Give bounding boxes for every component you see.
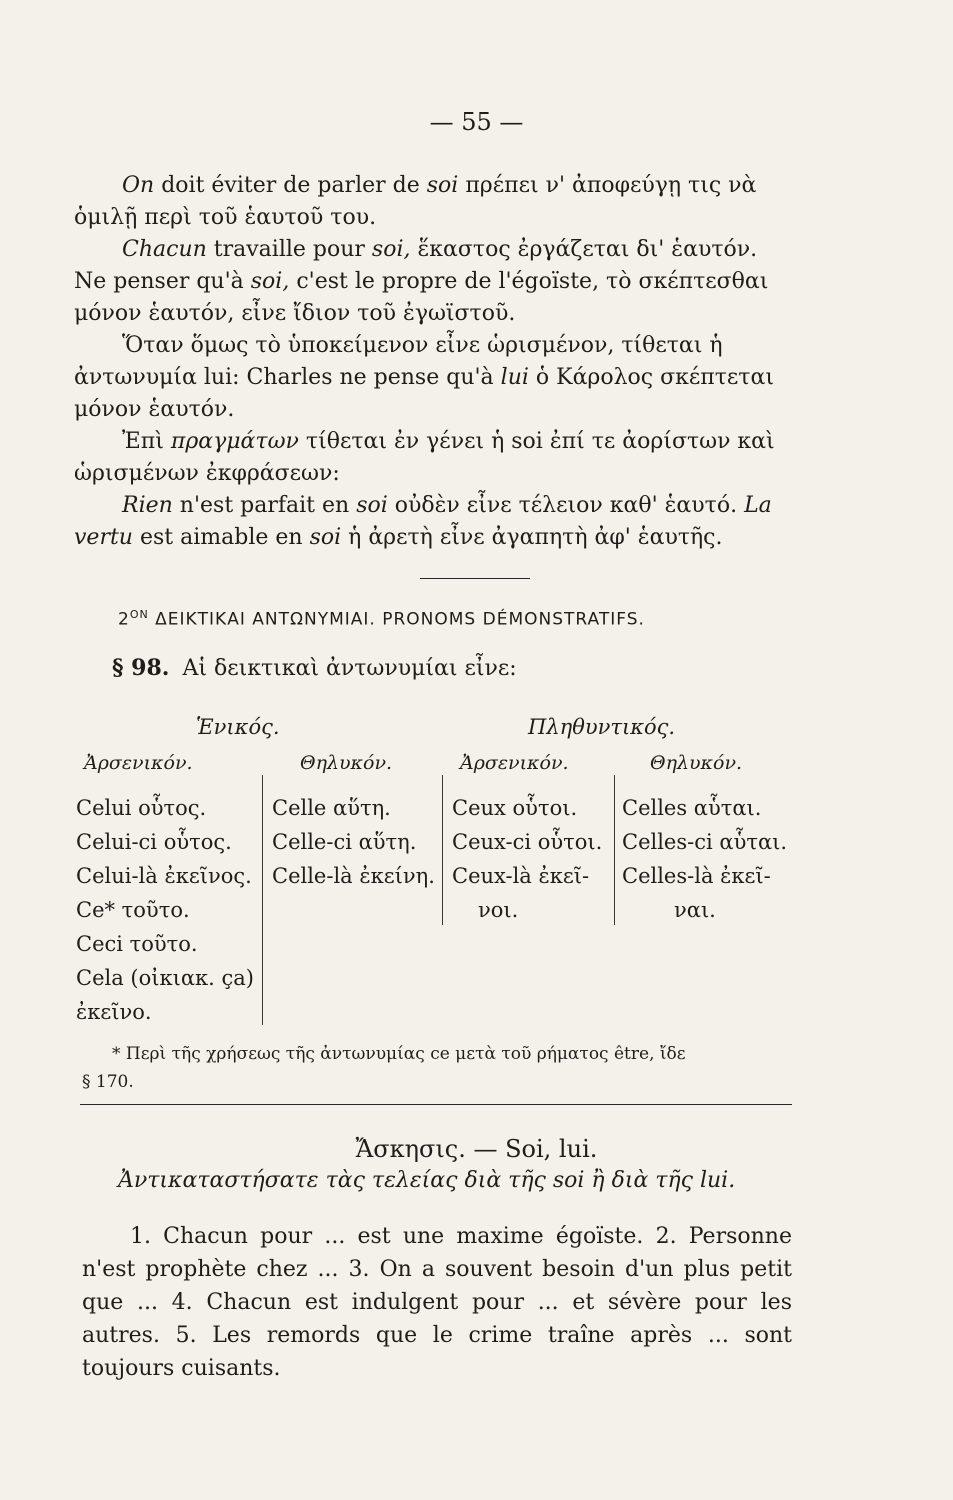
column-rule [614, 775, 615, 925]
fr-word: ce [430, 1044, 450, 1064]
paragraph [74, 266, 794, 330]
table-cell: Celle-ci αὕτη. [272, 830, 417, 854]
text-run: ἡ ἀρετὴ εἶνε ἀγαπητὴ ἀφ' ἑαυτῆς. [341, 525, 723, 550]
text-run: * Περὶ τῆς χρήσεως τῆς ἀντωνυμίας [112, 1044, 431, 1064]
footnote-ref: § 170. [82, 1072, 134, 1092]
exercise-instruction: Ἀντικαταστήσατε τὰς τελείας διὰ τῆς soi ἢ διὰ τῆς lui. [118, 1168, 736, 1193]
text-run: τίθεται ἐν γένει ἡ soi ἐπί τε ἀορίστων καὶ ὡρισμένων ἐκφράσεων: [74, 429, 775, 486]
masculine-plural-column [452, 791, 602, 927]
masculine-plural-header: Ἀρσενικόν. [460, 752, 569, 774]
text-run: μετὰ τοῦ ρήματος [449, 1044, 614, 1064]
page-number: — 55 — [429, 108, 524, 136]
table-cell: Ceci τοῦτο. [76, 932, 198, 956]
footnote [82, 1040, 802, 1096]
paragraph [74, 234, 794, 266]
text-run: doit éviter de parler de [154, 173, 427, 198]
gr-word: πραγμάτων [170, 429, 299, 454]
text-run: Ne penser qu'à [74, 269, 251, 294]
text-run: n'est parfait en [172, 493, 357, 518]
intro-text [74, 170, 794, 554]
paragraph-98 [112, 655, 517, 681]
text-run: c'est le propre de l'égoïste, τὸ σκέπτεσθαι μόνον ἑαυτόν, εἶνε ἴδιον τοῦ ἐγωϊστοῦ. [74, 269, 769, 326]
table-cell: Ceux-là ἐκεῖ- [452, 864, 590, 888]
section-sup: ON [129, 608, 149, 621]
exercise-paragraph: 1. Chacun pour ... est une maxime égoïste. 2. Personne n'est prophète chez ... 3. On a souvent besoin d'un plus petit que ... 4. Chacun est indulgent pour ... et sévère pour les autres. 5. Les remords que le crime traîne après ... sont toujours cuisants. [82, 1224, 792, 1381]
text-run: Ὅταν ὅμως τὸ ὑποκείμενον εἶνε ὡρισμένον, τίθεται ἡ ἀντωνυμία lui: Charles ne pense qu'à [74, 333, 723, 390]
feminine-plural-column [622, 791, 787, 927]
table-cell: Celles-là ἐκεῖ- [622, 864, 771, 888]
table-cell: ἐκεῖνο. [76, 1000, 152, 1024]
feminine-singular-column [272, 791, 435, 893]
paragraph [74, 426, 794, 490]
fr-word: soi, [371, 237, 411, 262]
section-title: ΔΕΙΚΤΙΚΑΙ ΑΝΤΩΝΥΜΙΑΙ. PRONOMS DÉMONSTRATIFS. [155, 609, 645, 630]
text-run: ὁ Κάρολος σκέπτεται μόνον ἑαυτόν. [74, 365, 774, 422]
page-divider [80, 1104, 792, 1105]
paragraph-number: § 98. [112, 655, 170, 681]
table-cell: νοι. [478, 898, 519, 922]
text-run: οὐδὲν εἶνε τέλειον καθ' ἑαυτό. [387, 493, 745, 518]
singular-header: Ἑνικός. [196, 715, 280, 739]
table-cell: Ceux-ci οὗτοι. [452, 830, 603, 854]
exercise-title: Ἄσκησις. — Soi, lui. [355, 1135, 598, 1163]
section-number: 2 [118, 609, 130, 630]
paragraph-text: Αἱ δεικτικαὶ ἀντωνυμίαι εἶνε: [182, 656, 517, 681]
table-cell: Ce* τοῦτο. [76, 898, 190, 922]
table-cell: Celles-ci αὗται. [622, 830, 788, 854]
table-cell: ναι. [674, 898, 716, 922]
short-divider [420, 578, 530, 579]
fr-word: soi [356, 493, 388, 518]
feminine-plural-header: Θηλυκόν. [650, 752, 743, 774]
exercise-text [82, 1220, 792, 1385]
plural-header: Πληθυντικός. [528, 715, 676, 739]
masculine-header: Ἀρσενικόν. [84, 752, 193, 774]
text-run: travaille pour [206, 237, 372, 262]
column-rule [442, 775, 443, 925]
fr-word: On [122, 173, 155, 198]
table-cell: Celle αὕτη. [272, 796, 391, 820]
footnote-line [82, 1040, 802, 1068]
fr-word: soi, [250, 269, 290, 294]
table-cell: Cela (οἰκιακ. ça) [76, 966, 254, 990]
table-cell: Celui-ci οὗτος. [76, 830, 232, 854]
fr-word: lui [500, 365, 529, 390]
paragraph [74, 330, 794, 426]
table-cell: Celui-là ἐκεῖνος. [76, 864, 252, 888]
text-run: Ἐπὶ [122, 429, 171, 454]
section-heading [118, 608, 645, 630]
table-cell: Celui οὗτος. [76, 796, 207, 820]
text-run: ἴδε [654, 1044, 686, 1064]
table-cell: Ceux οὗτοι. [452, 796, 578, 820]
column-rule [262, 775, 263, 1025]
table-cell: Celle-là ἐκείνη. [272, 864, 435, 888]
fr-word: soi [309, 525, 342, 550]
text-run: est aimable en [132, 525, 310, 550]
fr-word: La vertu [74, 493, 772, 550]
fr-word: Chacun [122, 237, 207, 262]
fr-word: être, [613, 1044, 655, 1064]
fr-word: Rien [122, 493, 173, 518]
feminine-header: Θηλυκόν. [300, 752, 393, 774]
masculine-singular-column [76, 791, 254, 1029]
fr-word: soi [426, 173, 459, 198]
paragraph [74, 490, 794, 554]
paragraph [74, 170, 794, 234]
text-run: ἕκαστος ἐργάζεται δι' ἑαυτόν. [410, 237, 758, 262]
text-run: πρέπει ν' ἀποφεύγῃ τις νὰ ὁμιλῇ περὶ τοῦ ἑαυτοῦ του. [74, 173, 757, 230]
table-cell: Celles αὗται. [622, 796, 762, 820]
